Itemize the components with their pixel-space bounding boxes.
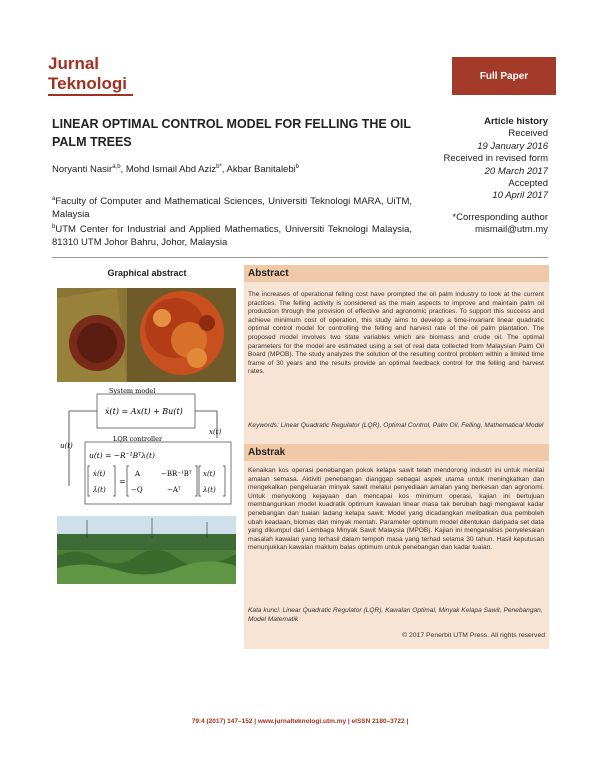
matrix-lhs-bottom: λ̇(t) [93,486,106,494]
corresponding-email[interactable]: mismail@utm.my [475,224,548,236]
abstract-text: The increases of operational felling cost have prompted the oil palm industry to look at the current practices. The felling activity is considered as the main aspects to improve and maintain palm oil production through the provision of effective and agronomic practices. To support this success and achieve minimum cost of operation, this study aims to develop a time-invariant linear quadratic optimal control model for controlling the felling and harvest rate of the oil palm plantation. The proposed model involves two state variables which are biomass and crude oil. The optimal parameters for the model are estimated using a set of real data collected from Malaysian Palm Oil Board (MPOB). The study analyzes the solution of the resulting control problem within a limited time frame of 30 years and the results provide an optimal feedback control for the felling and harvest rates. [248,291,544,376]
graphical-abstract-title: Graphical abstract [107,268,187,278]
affiliation-text: UTM Center for Industrial and Applied Mathematics, Universiti Teknologi Malaysia, 81310 UTM Johor Bahru, Johor, Malaysia [52,224,412,248]
palm-plantation-photo [57,516,236,584]
matrix-a22: −Aᵀ [167,486,181,494]
accepted-label: Accepted [508,178,548,190]
paper-type-label: Full Paper [479,70,529,82]
matrix-a12: −BR⁻¹Bᵀ [161,470,192,478]
matrix-a11: A [135,470,141,478]
abstract-heading: Abstract [244,265,549,282]
revised-label: Received in revised form [443,153,548,165]
abstrak-heading: Abstrak [244,444,549,461]
author-sup: b* [216,164,222,170]
affiliations [52,193,412,249]
history-heading: Article history [484,116,548,127]
abstrak-keywords: Kata kunci: Linear Quadratic Regulator (LQR), Kawalan Optimal, Minyak Kelapa Sawit, Penebangan, Model Matematik [248,607,543,623]
affiliation-text: Faculty of Computer and Mathematical Sciences, Universiti Teknologi MARA, UiTM, Malaysia [52,196,412,220]
author-sup: a,b [112,164,121,170]
affiliation-sup: a [52,196,56,202]
received-date: 19 January 2016 [477,140,548,152]
abstrak-text: Kenaikan kos operasi penebangan pokok kelapa sawit telah mendorong industri ini untuk menilai amalan semasa. Aktiviti penebangan dianggap sebagai aspek utama untuk meningkatkan dan mengekalkan pengeluaran minyak sawit melalui penyediaan amalan yang berkesan dan agronomi. Untuk menyokong kejayaan dan mencapai kos minimum operasi, kajian ini bertujuan membangunkan model kuadratik optimum kawalan linear masa tak berubah bagi mengawal kadar penebangan dan tuaian ladang kelapa sawit. Model yang dicadangkan melibatkan dua pemboleh ubah keadaan, biomas dan minyak mentah. Parameter optimum model ditentukan daripada set data yang dikumpul dari Lembaga Minyak Sawit Malaysia (MPOB). Kajian ini menganalisis penyelesaian masalah kawalan yang terhasil dalam tempoh masa yang terhad selama 30 tahun. Hasil keputusan menunjukkan kawalan maklum balas optimum untuk penebangan dan kadar tuaian. [248,467,544,552]
affiliation-item [52,221,412,249]
accepted-date: 10 April 2017 [492,190,548,202]
lqr-controller-label: LQR controller [113,435,163,443]
received-label: Received [508,128,548,140]
affiliation-item [52,193,412,221]
author-name: Mohd Ismail Abd Aziz [125,164,217,176]
matrix-a21: −Q [131,486,143,494]
u-signal-label: u(t) [60,442,73,450]
affiliation-sup: b [52,224,56,231]
corresponding-label: *Corresponding author [452,212,548,223]
journal-logo [48,54,133,96]
svg-text:=: = [119,477,126,486]
article-title: LINEAR OPTIMAL CONTROL MODEL FOR FELLING THE OIL PALM TREES [52,117,411,149]
article-history [420,116,548,203]
journal-name-line2: Teknologi [48,74,133,96]
author-name: Akbar Banitalebi [226,164,296,176]
abstract-keywords: Keywords: Linear Quadratic Regulator (LQR), Optimal Control, Palm Oil, Felling, Mathematical Model [248,422,544,429]
system-model-label: System model [109,387,156,395]
author-sup: b [295,164,300,170]
page-footer: 79:4 (2017) 147–152 | www.jurnalteknologi.utm.my | eISSN 2180–3722 | [191,718,409,725]
matrix-rhs-bottom: λ(t) [203,486,216,494]
system-equation: ẋ(t) = Ax(t) + Bu(t) [105,407,183,416]
author-list: Noryanti Nasir$^{a,b}$, Mohd Ismail Abd Aziz$^{b*}$, Akbar Banitalebi$^b$ [52,164,300,176]
header-divider [52,257,548,258]
author-name: Noryanti Nasir [52,164,113,176]
palm-fruit-photo [57,288,236,382]
journal-name-line1: Jurnal [48,54,100,73]
corresponding-author [420,212,548,237]
revised-date: 20 March 2017 [484,165,548,177]
control-system-diagram [57,386,236,506]
matrix-lhs-top: ẋ(t) [93,470,106,478]
copyright-notice: © 2017 Penerbit UTM Press. All rights reserved [402,632,545,639]
abstract-panel [244,265,549,649]
matrix-rhs-top: x(t) [203,470,216,478]
control-law-equation: u(t) = −R⁻¹Bᵀλ(t) [89,451,155,460]
paper-type-badge [452,57,556,95]
x-signal-label: x(t) [209,428,222,436]
